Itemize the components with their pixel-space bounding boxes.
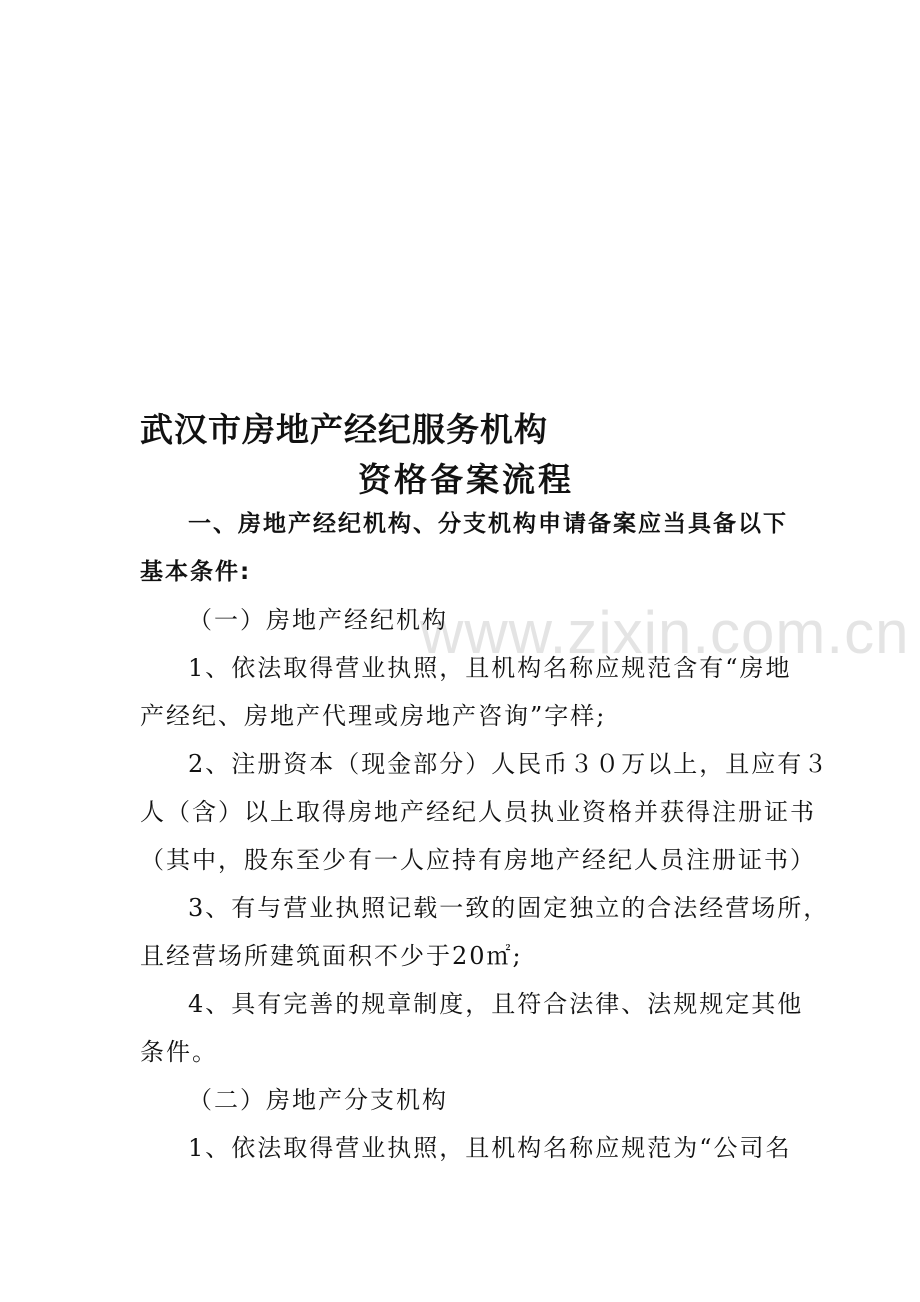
sub1-item3-line2: 且经营场所建筑面积不少于20㎡; — [140, 942, 523, 970]
section1-heading-line2: 基本条件: — [140, 559, 252, 585]
sub1-item2-line2: 人（含）以上取得房地产经纪人员执业资格并获得注册证书 — [140, 798, 816, 826]
sub1-item1-line1: 1、依法取得营业执照，且机构名称应规范含有“房地 — [188, 654, 792, 682]
sub2-item1-line1: 1、依法取得营业执照，且机构名称应规范为“公司名 — [188, 1134, 792, 1162]
sub1-item2-line1: 2、注册资本（现金部分）人民币３０万以上，且应有３ — [188, 750, 830, 778]
sub1-item3-line1: 3、有与营业执照记载一致的固定独立的合法经营场所， — [188, 894, 830, 922]
section1-heading-line1: 一、房地产经纪机构、分支机构申请备案应当具备以下 — [188, 511, 788, 537]
sub1-item4-line1: 4、具有完善的规章制度，且符合法律、法规规定其他 — [188, 990, 804, 1018]
sub1-item2-line3: （其中，股东至少有一人应持有房地产经纪人员注册证书） — [140, 846, 816, 874]
watermark: www.zixin.com.cn — [420, 599, 910, 666]
sub1-item4-line2: 条件。 — [140, 1038, 218, 1066]
document-title-line1: 武汉市房地产经纪服务机构 — [140, 410, 548, 449]
sub1-item1-line2: 产经纪、房地产代理或房地产咨询”字样; — [140, 702, 607, 730]
sub1-heading: （一）房地产经纪机构 — [188, 606, 448, 634]
sub2-heading: （二）房地产分支机构 — [188, 1086, 448, 1114]
document-title-line2: 资格备案流程 — [358, 460, 574, 499]
